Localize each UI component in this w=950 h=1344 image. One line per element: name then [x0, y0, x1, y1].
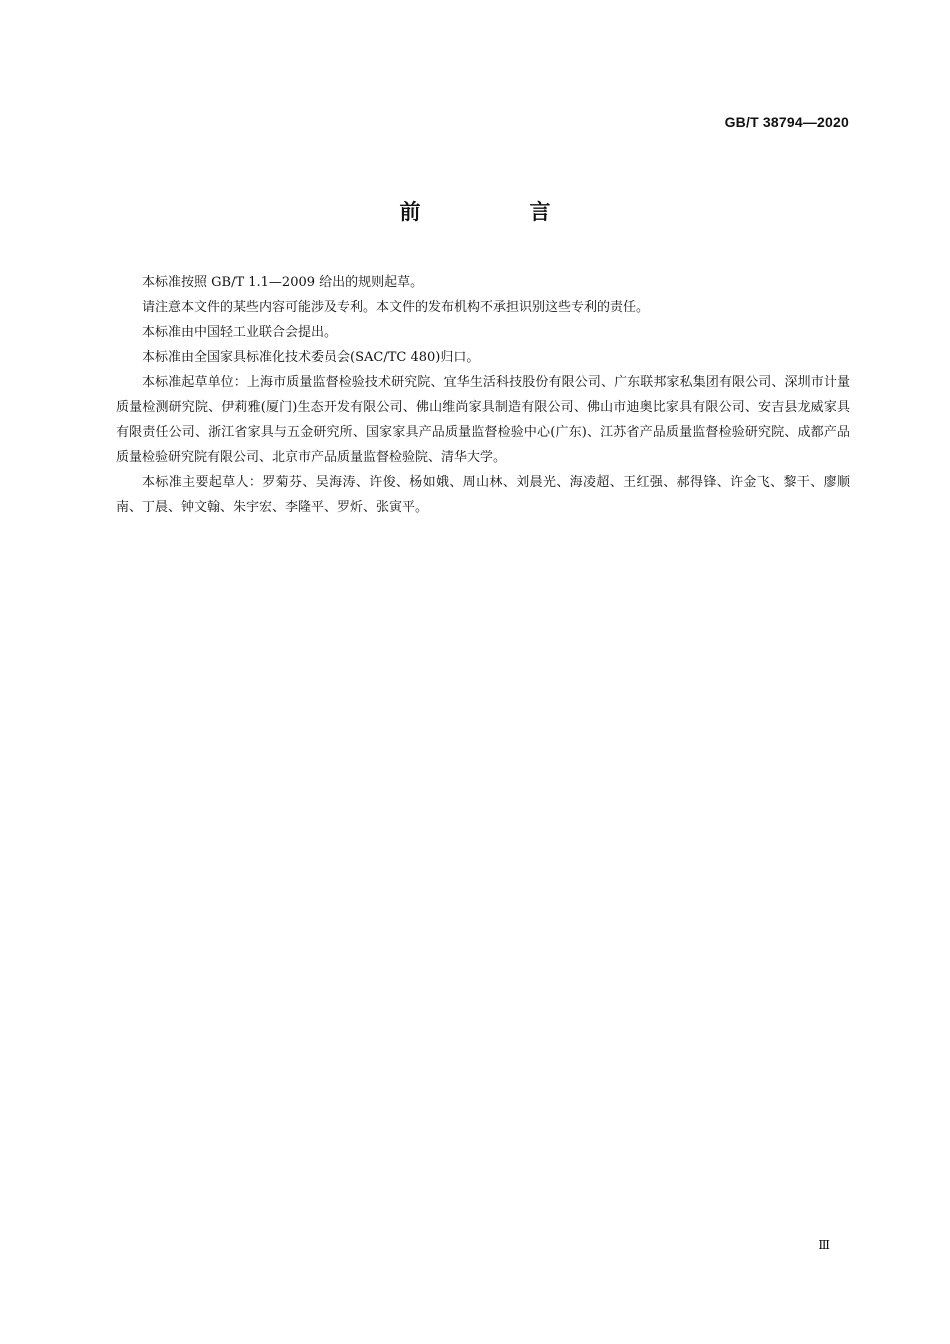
page-number: Ⅲ: [818, 1238, 830, 1252]
paragraph-drafting-rules: 本标准按照 GB/T 1.1—2009 给出的规则起草。: [142, 275, 424, 290]
foreword-body: [116, 270, 850, 520]
page-title: 前 言: [399, 200, 595, 224]
paragraph-patent-notice: 请注意本文件的某些内容可能涉及专利。本文件的发布机构不承担识别这些专利的责任。: [142, 300, 650, 315]
standard-code: GB/T 38794—2020: [724, 114, 849, 130]
paragraph-main-drafters: 本标准主要起草人：罗菊芬、吴海涛、许俊、杨如娥、周山林、刘晨光、海凌超、王红强、郝得锋、许金飞、黎干、廖顺南、丁晨、钟文翰、朱宇宏、李隆平、罗炘、张寅平。: [116, 475, 850, 515]
paragraph-proposer: 本标准由中国轻工业联合会提出。: [142, 325, 338, 340]
paragraph-centralized-by: 本标准由全国家具标准化技术委员会(SAC/TC 480)归口。: [142, 350, 480, 365]
paragraph-drafting-units: 本标准起草单位：上海市质量监督检验技术研究院、宜华生活科技股份有限公司、广东联邦家私集团有限公司、深圳市计量质量检测研究院、伊莉雅(厦门)生态开发有限公司、佛山维尚家具制造有限公司、佛山市迪奥比家具有限公司、安吉县龙威家具有限责任公司、浙江省家具与五金研究所、国家家具产品质量监督检验中心(广东)、江苏省产品质量监督检验研究院、成都产品质量检验研究院有限公司、北京市产品质量监督检验院、清华大学。: [116, 375, 850, 465]
